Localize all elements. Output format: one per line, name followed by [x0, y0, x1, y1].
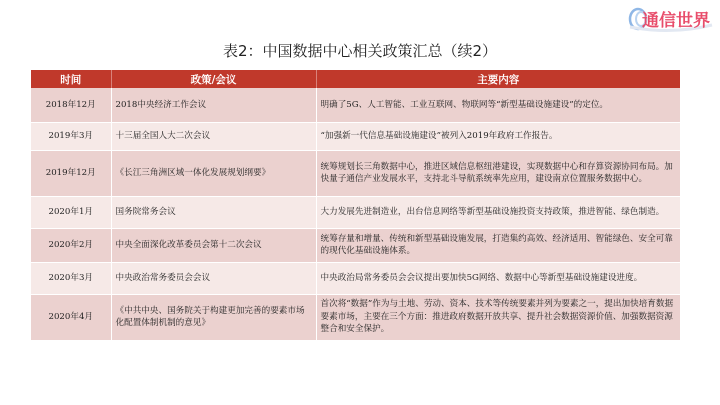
cell-date: 2019年12月: [31, 150, 111, 196]
cell-policy: 2018中央经济工作会议: [111, 88, 316, 122]
cell-policy: 《长江三角洲区域一体化发展规划纲要》: [111, 150, 316, 196]
cell-date: 2019年3月: [31, 122, 111, 150]
cell-content: 统筹存量和增量、传统和新型基础设施发展，打造集约高效、经济适用、智能绿色、安全可靠的现代化基础设施体系。: [316, 228, 680, 262]
cell-date: 2020年2月: [31, 228, 111, 262]
cell-policy: 中央全面深化改革委员会第十二次会议: [111, 228, 316, 262]
header-time: 时间: [31, 70, 111, 88]
table-row: [31, 122, 680, 150]
table-row: [31, 228, 680, 262]
table-row: [31, 294, 680, 340]
table-row: [31, 196, 680, 228]
table-row: [31, 262, 680, 294]
cell-content: 大力发展先进制造业，出台信息网络等新型基础设施投资支持政策，推进智能、绿色制造。: [316, 196, 680, 228]
table-row: [31, 150, 680, 196]
cell-date: 2020年4月: [31, 294, 111, 340]
header-content: 主要内容: [316, 70, 680, 88]
cell-content: 统筹规划长三角数据中心，推进区域信息枢纽港建设，实现数据中心和存算资源协同布局。加快量子通信产业发展水平，支持北斗导航系统率先应用，建设南京位置服务数据中心。: [316, 150, 680, 196]
cell-policy: 中央政治常务委员会会议: [111, 262, 316, 294]
cell-policy: 十三届全国人大二次会议: [111, 122, 316, 150]
cell-content: 中央政治局常务委员会会议提出要加快5G网络、数据中心等新型基础设施建设进度。: [316, 262, 680, 294]
page-title: 表2：中国数据中心相关政策汇总（续2）: [222, 42, 498, 60]
brand-logo-text: 通信世界: [642, 11, 710, 31]
cell-content: “加强新一代信息基础设施建设”被列入2019年政府工作报告。: [316, 122, 680, 150]
cell-content: 明确了5G、人工智能、工业互联网、物联网等“新型基础设施建设”的定位。: [316, 88, 680, 122]
table-row: [31, 88, 680, 122]
cell-date: 2020年3月: [31, 262, 111, 294]
table-header-row: [31, 70, 680, 88]
cell-date: 2018年12月: [31, 88, 111, 122]
cell-policy: 国务院常务会议: [111, 196, 316, 228]
cell-policy: 《中共中央、国务院关于构建更加完善的要素市场化配置体制机制的意见》: [111, 294, 316, 340]
cell-date: 2020年1月: [31, 196, 111, 228]
policy-table: [31, 70, 681, 341]
cell-content: 首次将“数据”作为与土地、劳动、资本、技术等传统要素并列为要素之一，提出加快培育数据要素市场，主要在三个方面：推进政府数据开放共享、提升社会数据资源价值、加强数据资源整合和安全保护。: [316, 294, 680, 340]
header-policy: 政策/会议: [111, 70, 316, 88]
